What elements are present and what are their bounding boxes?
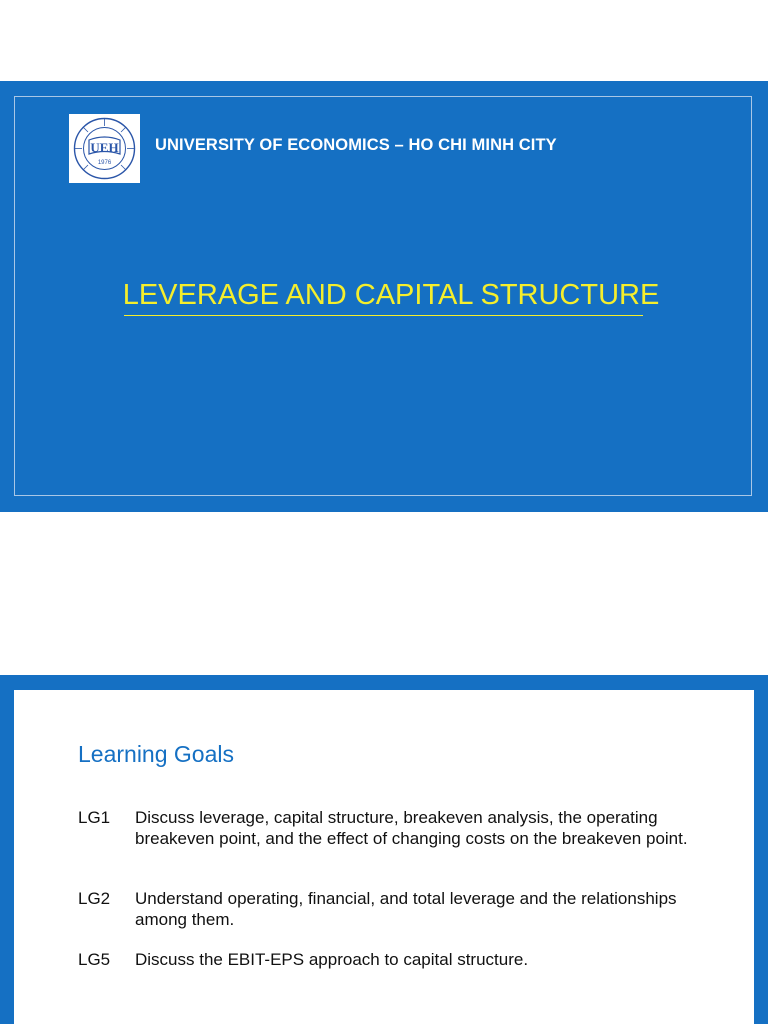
logo-year: 1976 xyxy=(97,160,112,166)
learning-goal-item xyxy=(78,949,698,970)
logo-initials: UEH xyxy=(90,140,119,155)
learning-goals-panel xyxy=(14,690,754,1024)
university-logo xyxy=(69,114,140,183)
slide-title: LEVERAGE AND CAPITAL STRUCTURE xyxy=(122,279,660,311)
goal-code: LG1 xyxy=(78,808,111,827)
title-underline xyxy=(124,315,643,316)
goal-text: Discuss leverage, capital structure, breakeven analysis, the operating breakeven point, and the effect of changing costs on the breakeven point. xyxy=(135,808,688,848)
learning-goals-slide xyxy=(0,675,768,1024)
goal-text: Discuss the EBIT-EPS approach to capital structure. xyxy=(135,950,529,969)
learning-goals-heading: Learning Goals xyxy=(78,741,234,767)
goal-code: LG5 xyxy=(78,950,111,969)
learning-goal-item xyxy=(78,807,698,849)
title-slide xyxy=(0,81,768,512)
university-seal-icon xyxy=(69,114,140,183)
learning-goal-item xyxy=(78,888,698,930)
goal-text: Understand operating, financial, and total leverage and the relationships among them. xyxy=(135,889,677,929)
university-name: UNIVERSITY OF ECONOMICS – HO CHI MINH CITY xyxy=(155,136,557,154)
goal-code: LG2 xyxy=(78,889,111,908)
